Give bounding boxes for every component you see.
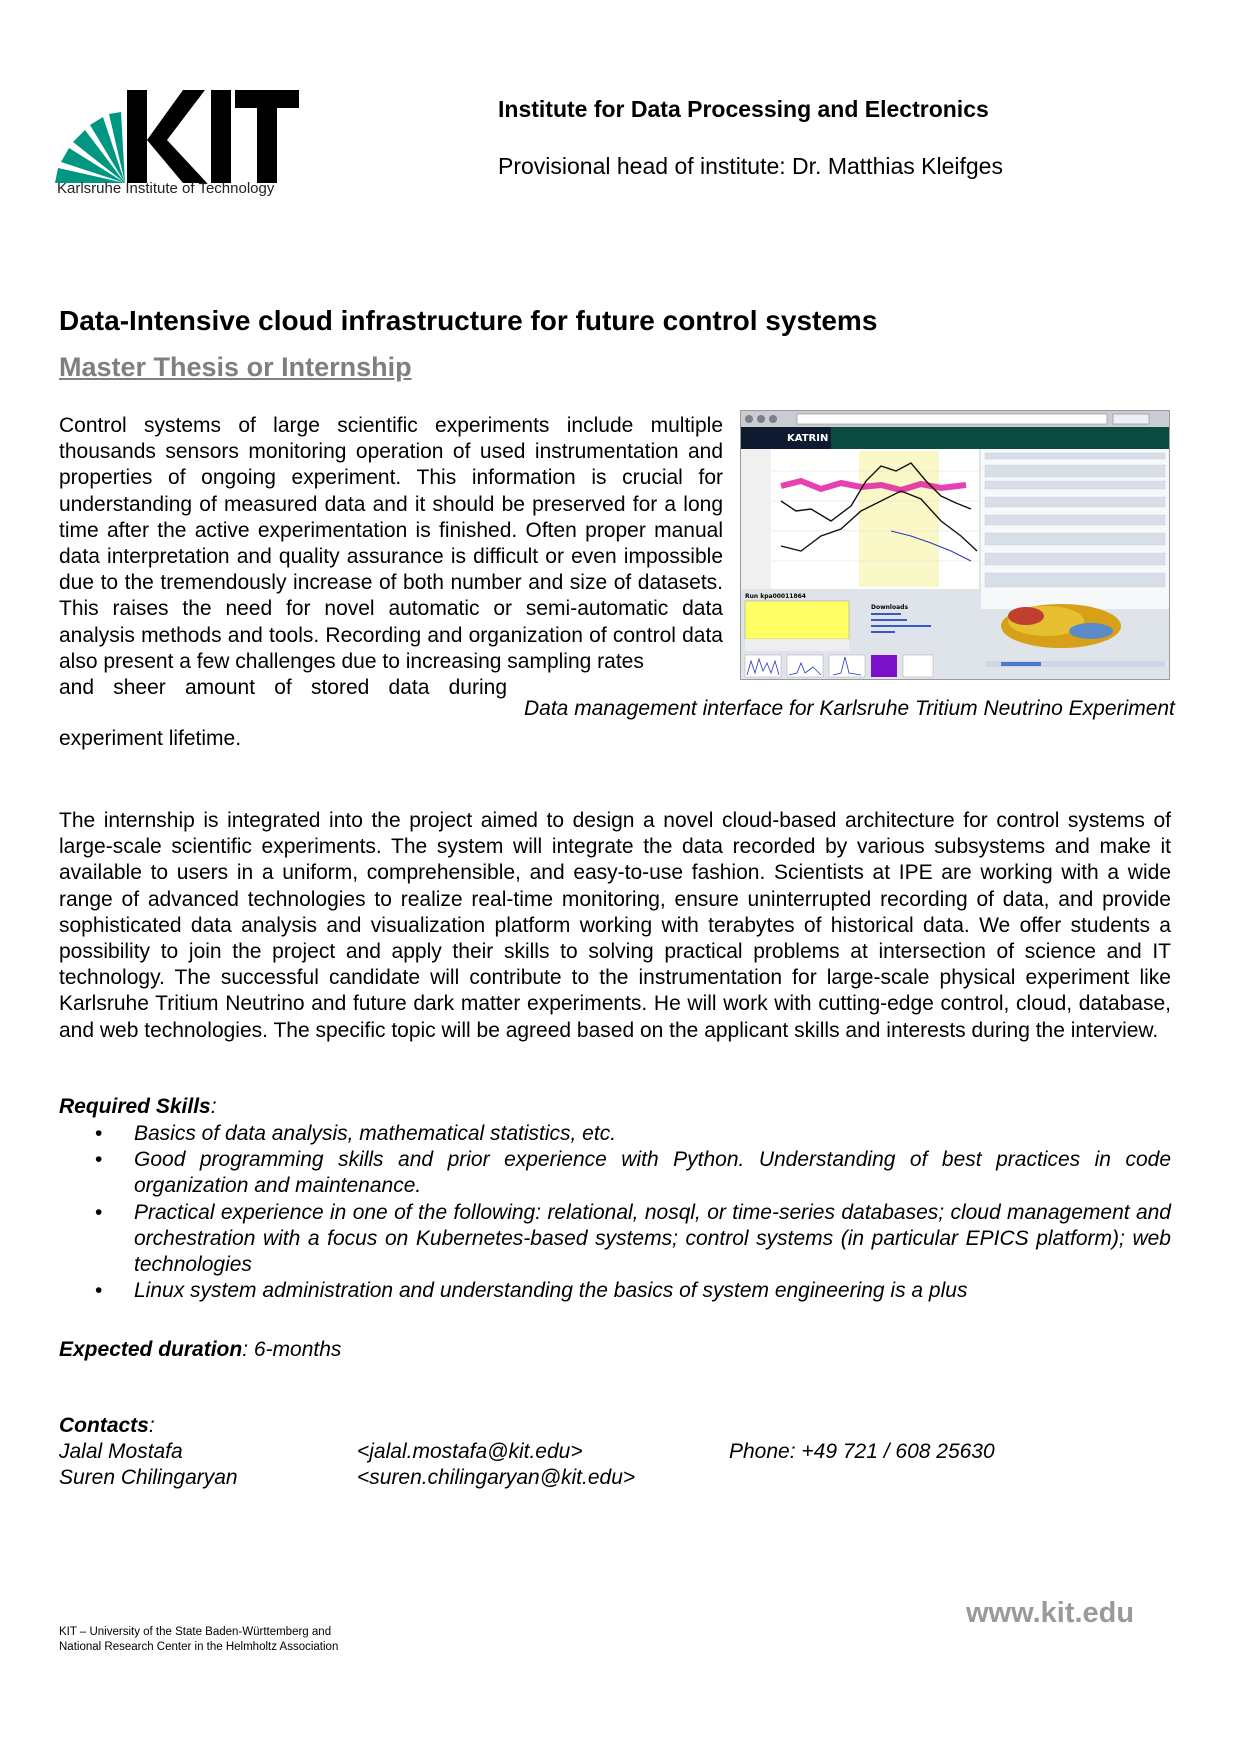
contact-email[interactable]: <jalal.mostafa@kit.edu> — [357, 1440, 583, 1463]
bullet: • — [95, 1122, 103, 1145]
intro-paragraph-tail: and sheer amount of stored data during — [59, 676, 507, 699]
intro-paragraph-last: experiment lifetime. — [59, 727, 242, 750]
app-name: KATRIN — [787, 433, 829, 444]
contacts-heading-label: Contacts — [59, 1414, 149, 1437]
contacts-heading-suffix: : — [148, 1414, 155, 1437]
skill-item — [59, 1147, 1171, 1199]
duration-label: Expected duration — [59, 1338, 243, 1361]
bullet: • — [95, 1200, 103, 1224]
contact-name: Jalal Mostafa — [59, 1440, 183, 1463]
body-paragraph: The internship is integrated into the project aimed to design a novel cloud-based architecture for control systems of large-scale scientific experiments. The system will integrate the data recorded by various subsystems and make it available to users in a uniform, comprehensible, and easy-to-use fashion. Scientists at IPE are working with a wide range of advanced technologies to realize real-time monitoring, ensure uninterrupted recording of data, and provide sophisticated data analysis and visualization platform working with terabytes of historical data. We offer students a possibility to join the project and apply their skills to solving practical problems at intersection of science and IT technology. The successful candidate will contribute to the instrumentation for large-scale physical experiment like Karlsruhe Tritium Neutrino and future dark matter experiments. He will work with cutting-edge control, cloud, database, and web technologies. The specific topic will be agreed based on the applicant skills and interests during the interview. — [59, 809, 1171, 1042]
logo-subtitle: Karlsruhe Institute of Technology — [57, 180, 275, 197]
downloads-heading: Downloads — [871, 604, 909, 611]
skill-text: Basics of data analysis, mathematical statistics, etc. — [134, 1122, 617, 1145]
duration-value: : 6-months — [242, 1338, 342, 1361]
intro-paragraph: Control systems of large scientific experiments include multiple thousands sensors monitoring operation of used instrumentation and properties of ongoing experiment. This information is crucial for understanding of measured data and it should be preserved for a long time after the active experimentation is finished. Often proper manual data interpretation and quality assurance is difficult or even impossible due to the tremendously increase of both number and size of datasets. This raises the need for novel automatic or semi-automatic data analysis methods and tools. Recording and organization of control data also present a few challenges due to increasing sampling rates — [59, 414, 723, 673]
institute-name: Institute for Data Processing and Electronics — [498, 96, 989, 122]
contact-email[interactable]: <suren.chilingaryan@kit.edu> — [357, 1466, 636, 1489]
page-subtitle: Master Thesis or Internship — [59, 352, 412, 382]
expected-duration — [59, 1338, 341, 1362]
institute-head: Provisional head of institute: Dr. Matthias Kleifges — [498, 153, 1003, 179]
kit-logo-letters — [127, 90, 299, 183]
skills-heading — [59, 1095, 217, 1119]
skills-heading-label: Required Skills — [59, 1095, 211, 1118]
bullet: • — [95, 1148, 103, 1172]
footer-line-2: National Research Center in the Helmholtz Association — [59, 1641, 339, 1653]
skills-list — [59, 1121, 1171, 1304]
contact-name: Suren Chilingaryan — [59, 1466, 238, 1489]
screenshot-illustration — [741, 411, 1169, 679]
kit-logo-fan — [55, 112, 125, 183]
skill-text: Good programming skills and prior experience with Python. Understanding of best practices in code organization and maintenance. — [134, 1148, 1171, 1198]
katrin-interface-screenshot — [740, 410, 1170, 680]
page-title: Data-Intensive cloud infrastructure for future control systems — [59, 305, 878, 336]
skill-text: Practical experience in one of the following: relational, nosql, or time-series databases; cloud management and orchestration with a focus on Kubernetes-based systems; control systems (in particular EPICS platform); web technologies — [134, 1200, 1171, 1277]
skill-text: Linux system administration and understanding the basics of system engineering is a plus — [134, 1279, 968, 1303]
contact-phone: Phone: +49 721 / 608 25630 — [729, 1440, 995, 1463]
figure-caption: Data management interface for Karlsruhe Tritium Neutrino Experiment — [524, 697, 1175, 720]
footer-url[interactable]: www.kit.edu — [966, 1597, 1135, 1629]
skill-item — [59, 1200, 1171, 1279]
bullet: • — [95, 1279, 103, 1303]
footer-line-1: KIT – University of the State Baden-Württemberg and — [59, 1626, 332, 1638]
skill-item — [59, 1278, 1171, 1304]
run-label: Run kpa00011864 — [745, 593, 806, 600]
skill-item — [59, 1121, 1171, 1147]
skills-heading-suffix: : — [210, 1095, 217, 1118]
contacts-heading — [59, 1414, 155, 1438]
